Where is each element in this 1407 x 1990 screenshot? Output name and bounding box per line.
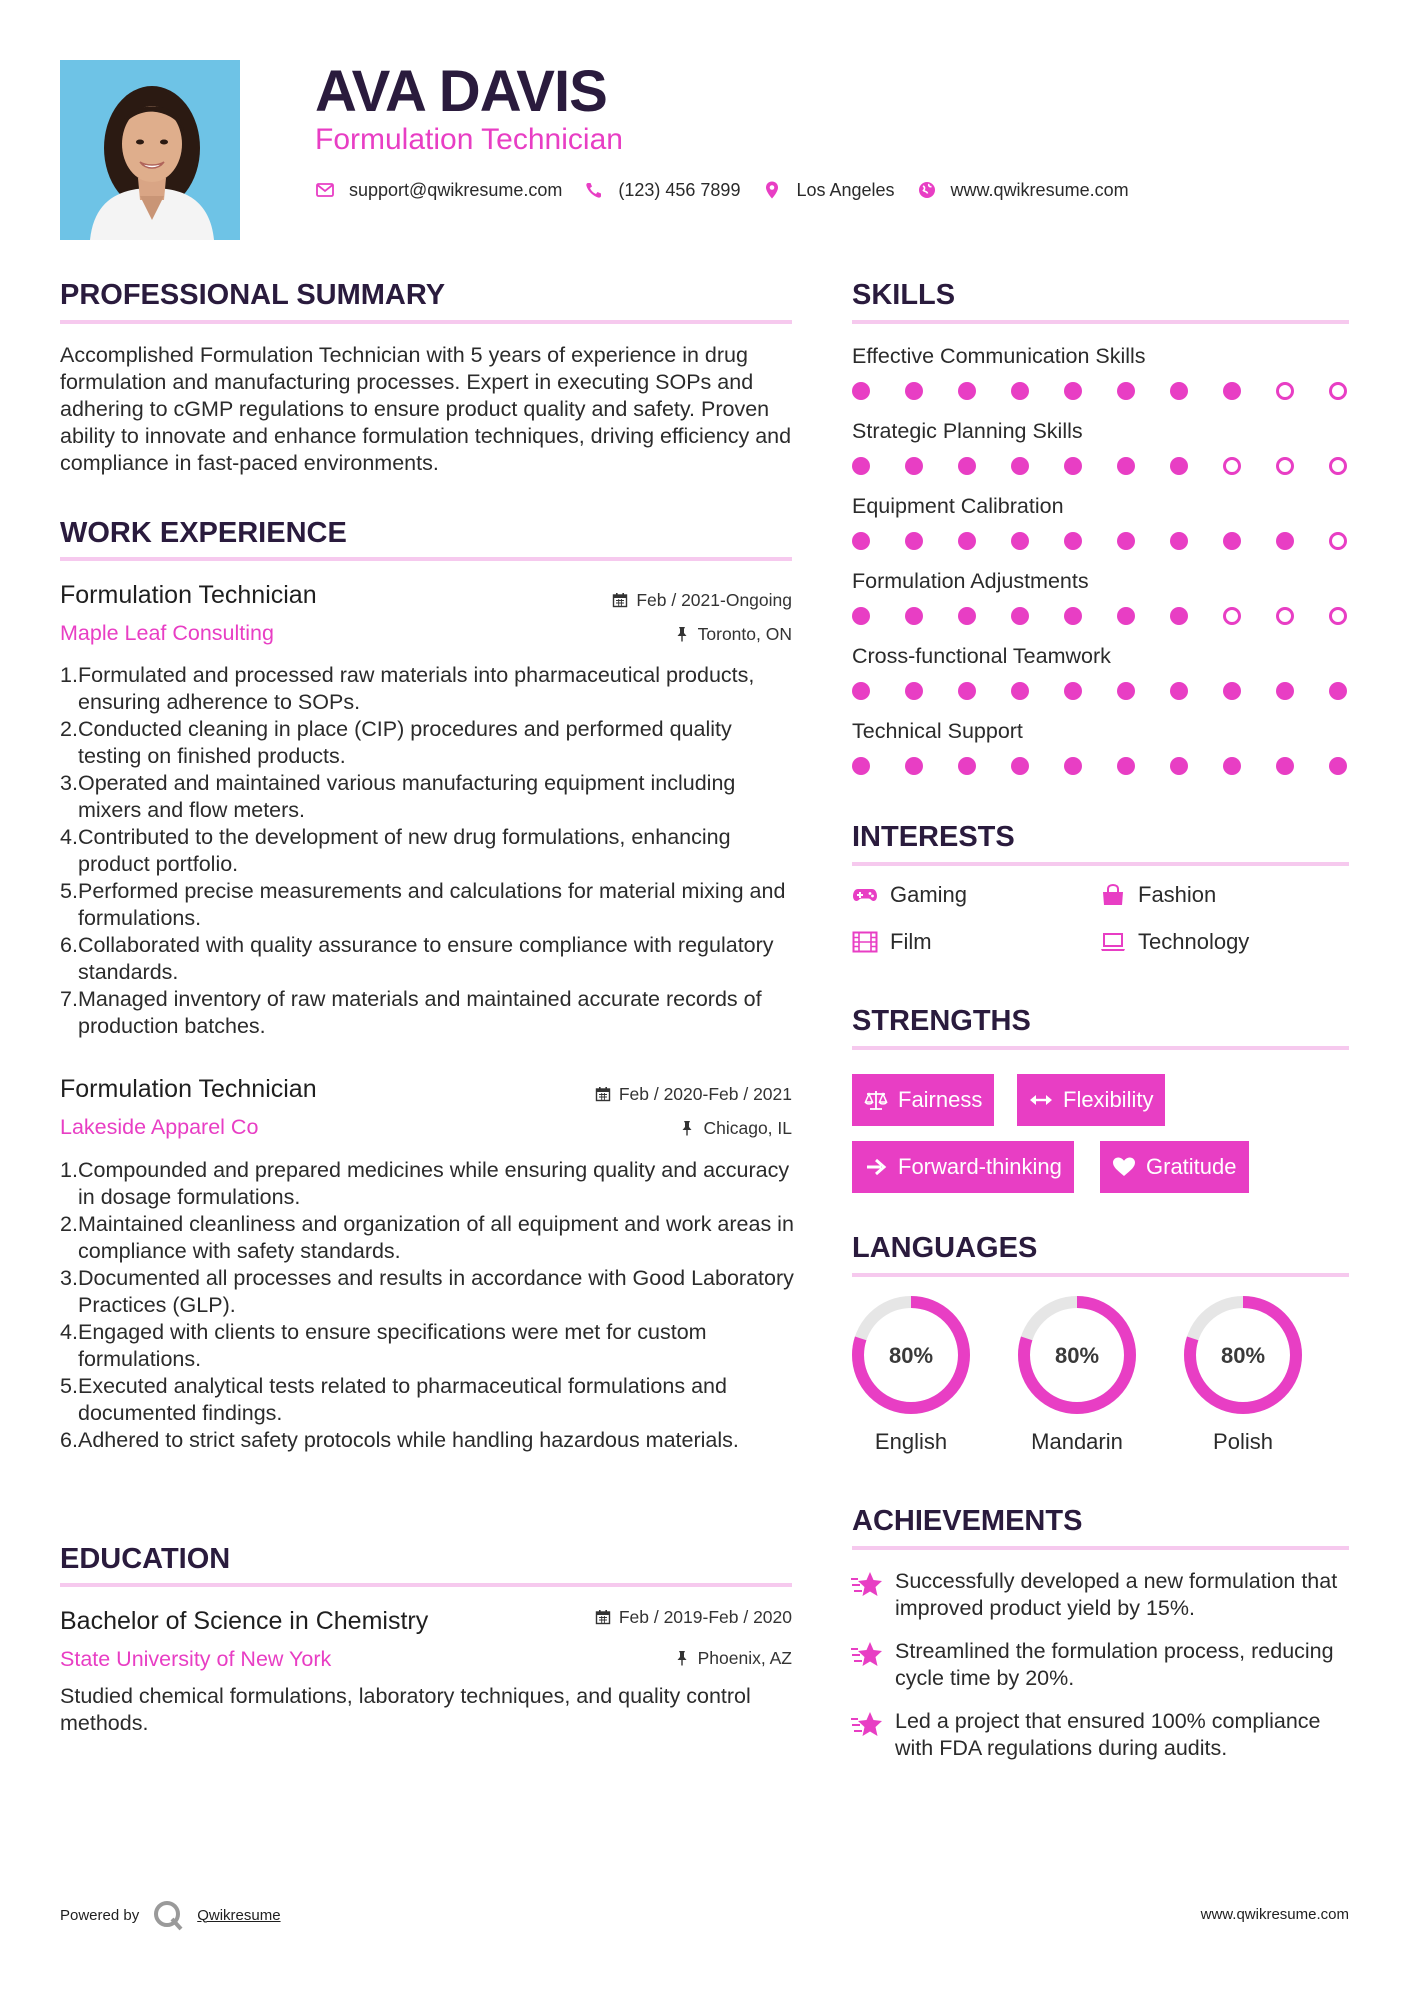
list-item: Compounded and prepared medicines while ensuring quality and accuracy in dosage formulations.	[78, 1158, 790, 1209]
rating-dot-filled	[1223, 382, 1241, 400]
strength-flexibility	[1017, 1074, 1165, 1126]
strength-label: Flexibility	[1063, 1087, 1154, 1112]
achievement-text: Led a project that ensured 100% compliance with FDA regulations during audits.	[895, 1709, 1321, 1760]
rating-dot-filled	[1011, 382, 1029, 400]
skill-rating	[852, 532, 1342, 550]
laptop-icon	[1100, 931, 1126, 953]
skill-rating	[852, 607, 1342, 625]
education-dates-text: Feb / 2019-Feb / 2020	[618, 1607, 792, 1627]
rating-dot-filled	[1117, 757, 1135, 775]
rating-dot-filled	[1117, 457, 1135, 475]
job-1-title: Formulation Technician	[60, 581, 317, 609]
education-divider	[60, 1583, 792, 1587]
rating-dot-filled	[1276, 532, 1294, 550]
skill-name: Effective Communication Skills	[852, 344, 1146, 368]
summary-heading: PROFESSIONAL SUMMARY	[60, 279, 446, 311]
rating-dot-empty	[1276, 457, 1294, 475]
rating-dot-filled	[1329, 682, 1347, 700]
job-2-location-text: Chicago, IL	[703, 1118, 792, 1138]
skill-name: Cross-functional Teamwork	[852, 644, 1111, 668]
job-2-company: Lakeside Apparel Co	[60, 1115, 259, 1139]
contact-website-text: www.qwikresume.com	[950, 179, 1129, 200]
rating-dot-filled	[1117, 607, 1135, 625]
languages-divider	[852, 1273, 1349, 1277]
rating-dot-filled	[1011, 457, 1029, 475]
job-2-dates-text: Feb / 2020-Feb / 2021	[618, 1084, 792, 1104]
rating-dot-filled	[852, 382, 870, 400]
rating-dot-empty	[1276, 382, 1294, 400]
rating-dot-filled	[1064, 682, 1082, 700]
calendar-icon	[595, 1086, 611, 1102]
job-1-dates-text: Feb / 2021-Ongoing	[636, 590, 792, 610]
contact-phone[interactable]	[584, 180, 740, 201]
list-item: Collaborated with quality assurance to ensure compliance with regulatory standards.	[78, 933, 774, 984]
rating-dot-filled	[1011, 757, 1029, 775]
job-1-location	[480, 623, 792, 645]
film-icon	[852, 931, 878, 953]
interests-heading: INTERESTS	[852, 821, 1015, 853]
education-heading: EDUCATION	[60, 1543, 231, 1575]
arrows-horizontal-icon	[1029, 1089, 1053, 1111]
list-item: Conducted cleaning in place (CIP) procedures and performed quality testing on finished products.	[78, 717, 732, 768]
rating-dot-filled	[958, 757, 976, 775]
candidate-name: AVA DAVIS	[315, 59, 607, 124]
star-burst-icon	[850, 1570, 884, 1600]
rating-dot-empty	[1329, 382, 1347, 400]
list-item: Adhered to strict safety protocols while handling hazardous materials.	[78, 1428, 739, 1452]
experience-divider	[60, 557, 792, 561]
rating-dot-empty	[1329, 607, 1347, 625]
rating-dot-filled	[905, 532, 923, 550]
summary-divider	[60, 320, 792, 324]
list-item: Contributed to the development of new drug formulations, enhancing product portfolio.	[78, 825, 731, 876]
interest-technology	[1100, 929, 1249, 955]
rating-dot-empty	[1223, 607, 1241, 625]
interest-fashion	[1100, 882, 1216, 908]
achievement-text: Successfully developed a new formulation that improved product yield by 15%.	[895, 1569, 1338, 1620]
rating-dot-filled	[1011, 532, 1029, 550]
interest-label: Technology	[1138, 929, 1250, 954]
education-school: State University of New York	[60, 1647, 332, 1671]
strength-label: Gratitude	[1146, 1154, 1237, 1179]
skill-rating	[852, 682, 1342, 700]
star-burst-icon	[850, 1640, 884, 1670]
strength-forward-thinking	[852, 1141, 1074, 1193]
achievement-text: Streamlined the formulation process, reducing cycle time by 20%.	[895, 1639, 1334, 1690]
rating-dot-filled	[1170, 457, 1188, 475]
language-percent: 80%	[1054, 1343, 1100, 1368]
rating-dot-filled	[1064, 532, 1082, 550]
rating-dot-filled	[1011, 682, 1029, 700]
pushpin-icon	[674, 1650, 690, 1666]
rating-dot-filled	[1064, 382, 1082, 400]
list-item: Maintained cleanliness and organization of all equipment and work areas in compliance with safety standards.	[78, 1212, 794, 1263]
footer-website[interactable]: www.qwikresume.com	[1200, 1906, 1349, 1923]
rating-dot-empty	[1276, 607, 1294, 625]
list-item: Executed analytical tests related to pharmaceutical formulations and documented findings.	[78, 1374, 727, 1425]
skill-name: Formulation Adjustments	[852, 569, 1089, 593]
job-2-title: Formulation Technician	[60, 1075, 317, 1103]
achievement-item	[850, 1568, 1350, 1622]
strength-label: Fairness	[898, 1087, 983, 1112]
envelope-icon	[315, 180, 335, 200]
rating-dot-filled	[852, 532, 870, 550]
rating-dot-filled	[1223, 682, 1241, 700]
language-name: Polish	[1213, 1429, 1273, 1454]
qwikresume-logo-icon	[151, 1898, 185, 1932]
job-2-location	[480, 1117, 792, 1139]
contact-website[interactable]	[917, 180, 1129, 201]
contact-phone-text: (123) 456 7899	[618, 179, 741, 200]
map-pin-icon	[762, 180, 782, 200]
interest-label: Fashion	[1138, 882, 1217, 907]
rating-dot-filled	[1064, 457, 1082, 475]
job-2-bullets	[60, 1157, 794, 1454]
calendar-icon	[595, 1609, 611, 1625]
education-location-text: Phoenix, AZ	[697, 1648, 792, 1668]
rating-dot-filled	[1170, 682, 1188, 700]
rating-dot-filled	[958, 457, 976, 475]
skill-name: Technical Support	[852, 719, 1023, 743]
rating-dot-filled	[905, 457, 923, 475]
rating-dot-filled	[958, 382, 976, 400]
rating-dot-filled	[852, 607, 870, 625]
languages-heading: LANGUAGES	[852, 1232, 1038, 1264]
footer-brand-link[interactable]: Qwikresume	[197, 1906, 281, 1924]
job-1-dates	[480, 589, 792, 611]
language-progress-ring	[849, 1293, 973, 1417]
job-1-location-text: Toronto, ON	[697, 624, 792, 644]
education-description: Studied chemical formulations, laboratory techniques, and quality control methods.	[60, 1684, 751, 1735]
rating-dot-filled	[1117, 682, 1135, 700]
powered-by-label: Powered by	[60, 1906, 140, 1924]
rating-dot-filled	[905, 682, 923, 700]
rating-dot-filled	[958, 607, 976, 625]
strength-fairness	[852, 1074, 994, 1126]
rating-dot-filled	[1117, 532, 1135, 550]
footer-powered-by	[60, 1898, 281, 1932]
rating-dot-filled	[852, 757, 870, 775]
pushpin-icon	[679, 1120, 695, 1136]
rating-dot-empty	[1223, 457, 1241, 475]
job-1-bullets	[60, 662, 794, 1040]
profile-photo	[60, 60, 240, 240]
strength-gratitude	[1100, 1141, 1249, 1193]
language-progress-ring	[1015, 1293, 1139, 1417]
skill-rating	[852, 457, 1342, 475]
education-location	[480, 1647, 792, 1669]
rating-dot-filled	[1170, 757, 1188, 775]
strengths-divider	[852, 1046, 1349, 1050]
calendar-icon	[612, 592, 628, 608]
rating-dot-filled	[1170, 607, 1188, 625]
candidate-title: Formulation Technician	[315, 123, 623, 156]
list-item: Managed inventory of raw materials and maintained accurate records of production batches.	[78, 987, 762, 1038]
rating-dot-filled	[905, 757, 923, 775]
skill-rating	[852, 382, 1342, 400]
rating-dot-filled	[1276, 682, 1294, 700]
skill-name: Equipment Calibration	[852, 494, 1064, 518]
rating-dot-filled	[1170, 532, 1188, 550]
job-2-dates	[480, 1083, 792, 1105]
language-english	[849, 1293, 973, 1455]
rating-dot-empty	[1329, 532, 1347, 550]
interests-divider	[852, 862, 1349, 866]
rating-dot-filled	[1223, 757, 1241, 775]
contact-email[interactable]	[315, 180, 562, 201]
list-item: Engaged with clients to ensure specifications were met for custom formulations.	[78, 1320, 707, 1371]
rating-dot-filled	[1329, 757, 1347, 775]
education-dates	[480, 1606, 792, 1628]
strength-label: Forward-thinking	[898, 1154, 1062, 1179]
rating-dot-filled	[1276, 757, 1294, 775]
job-1-company: Maple Leaf Consulting	[60, 621, 274, 645]
rating-dot-filled	[958, 532, 976, 550]
star-burst-icon	[850, 1710, 884, 1740]
rating-dot-filled	[958, 682, 976, 700]
rating-dot-filled	[1011, 607, 1029, 625]
phone-icon	[584, 180, 604, 200]
rating-dot-filled	[905, 607, 923, 625]
language-name: Mandarin	[1031, 1429, 1123, 1454]
contact-location-text: Los Angeles	[796, 179, 895, 200]
language-name: English	[874, 1429, 948, 1454]
language-polish	[1181, 1293, 1305, 1455]
heart-icon	[1112, 1156, 1136, 1178]
rating-dot-filled	[852, 457, 870, 475]
strengths-heading: STRENGTHS	[852, 1005, 1031, 1037]
contact-email-text: support@qwikresume.com	[349, 179, 563, 200]
rating-dot-empty	[1329, 457, 1347, 475]
skill-rating	[852, 757, 1342, 775]
interest-label: Gaming	[890, 882, 968, 907]
experience-heading: WORK EXPERIENCE	[60, 517, 347, 549]
contact-bar	[315, 176, 1151, 204]
skills-heading: SKILLS	[852, 279, 956, 311]
rating-dot-filled	[1170, 382, 1188, 400]
list-item: Formulated and processed raw materials into pharmaceutical products, ensuring adherence to SOPs.	[78, 663, 755, 714]
list-item: Performed precise measurements and calculations for material mixing and formulations.	[78, 879, 786, 930]
achievement-item	[850, 1708, 1350, 1762]
language-mandarin	[1015, 1293, 1139, 1455]
achievements-divider	[852, 1546, 1349, 1550]
rating-dot-filled	[1117, 382, 1135, 400]
achievements-heading: ACHIEVEMENTS	[852, 1505, 1083, 1537]
interest-film	[852, 929, 932, 955]
balance-scale-icon	[864, 1089, 888, 1111]
skill-name: Strategic Planning Skills	[852, 419, 1083, 443]
list-item: Documented all processes and results in accordance with Good Laboratory Practices (GLP).	[78, 1266, 794, 1317]
list-item: Operated and maintained various manufacturing equipment including mixers and flow meters.	[78, 771, 736, 822]
interest-gaming	[852, 882, 967, 908]
rating-dot-filled	[1064, 757, 1082, 775]
interest-label: Film	[890, 929, 932, 954]
rating-dot-filled	[1064, 607, 1082, 625]
contact-location	[762, 180, 894, 201]
language-percent: 80%	[888, 1343, 934, 1368]
arrow-right-icon	[864, 1156, 888, 1178]
summary-text: Accomplished Formulation Technician with 5 years of experience in drug formulation and manufacturing processes. Expert in executing SOPs and adhering to cGMP regulations to ensure product quality and safety. Proven ability to innovate and enhance formulation techniques, driving efficiency and compliance in fast-paced environments.	[60, 343, 792, 475]
globe-icon	[917, 180, 937, 200]
achievement-item	[850, 1638, 1350, 1692]
rating-dot-filled	[1223, 532, 1241, 550]
shopping-bag-icon	[1100, 884, 1126, 906]
language-percent: 80%	[1220, 1343, 1266, 1368]
rating-dot-filled	[852, 682, 870, 700]
language-progress-ring	[1181, 1293, 1305, 1417]
skills-divider	[852, 320, 1349, 324]
rating-dot-filled	[905, 382, 923, 400]
education-degree: Bachelor of Science in Chemistry	[60, 1607, 429, 1635]
pushpin-icon	[674, 626, 690, 642]
gamepad-icon	[852, 884, 878, 906]
